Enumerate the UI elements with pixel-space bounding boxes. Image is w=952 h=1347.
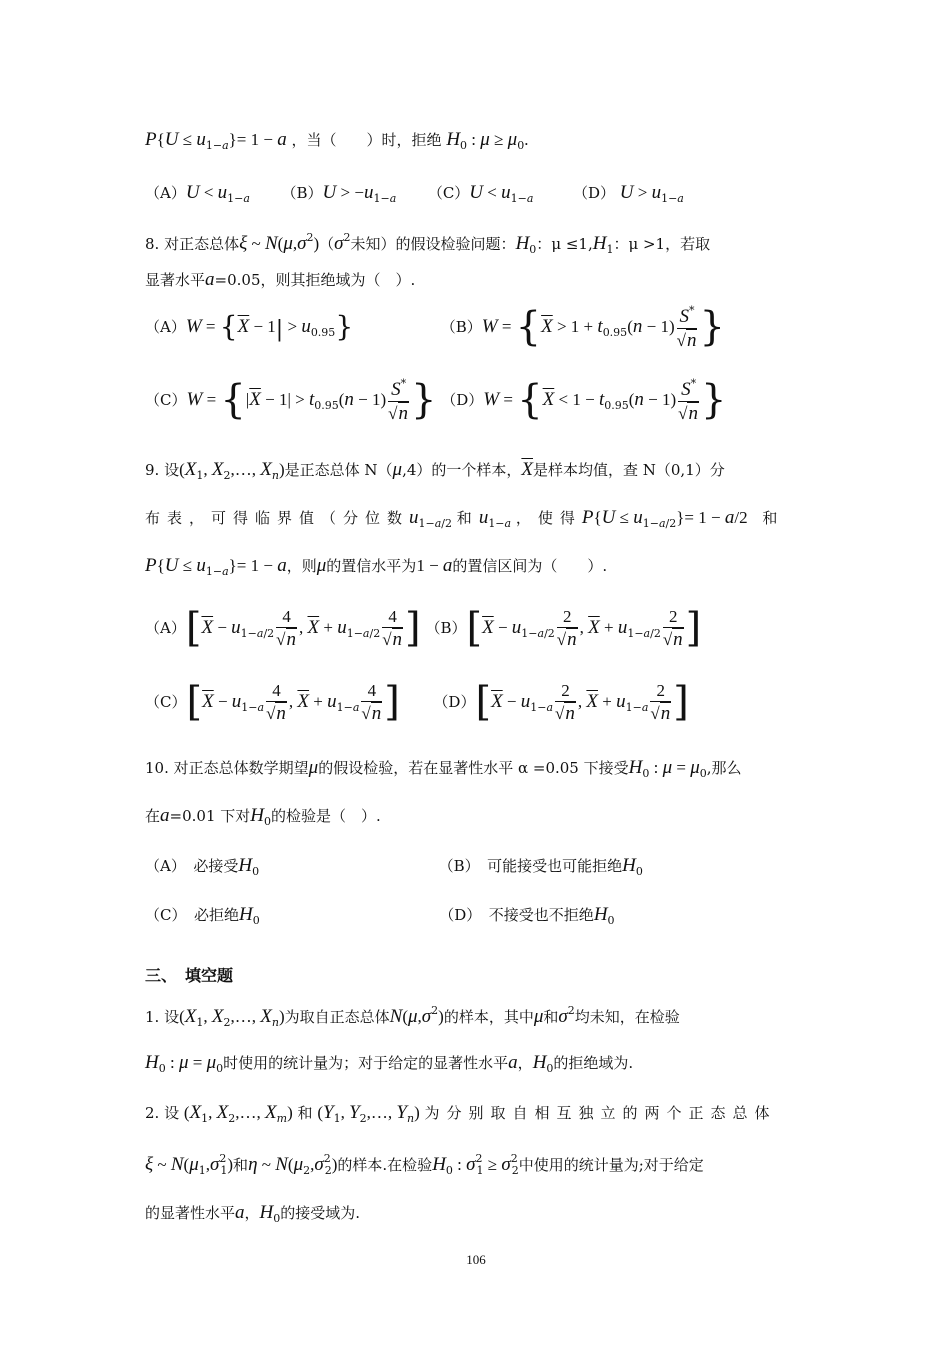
- q10-options-ab: （A） 必接受$H_0$ （B） 可能接受也可能拒绝$H_0$: [145, 855, 643, 878]
- f2-line-3: 的显著性水平a，$H_0$的接受域为.: [145, 1202, 361, 1225]
- f1-line-1: 1. 设($X_1$, $X_2,\dots$, $X_n$)为取自正态总体$N(\mu,\sigma^2)$的样本，其中μ和$\sigma^2$均未知，在检验: [145, 1004, 680, 1029]
- q10-options-cd: （C） 必拒绝$H_0$ （D） 不接受也不拒绝$H_0$: [145, 904, 615, 927]
- q8-options-ab: $(A)W = \{\overline{X} - 1| > u_{0.95}\} (B)W = \{\overline{X} > 1 + t_{0.95}(n - 1)$ $\frac{S^*}{√n}$ }: [145, 303, 725, 351]
- q7-option-c: （C）: [427, 184, 470, 202]
- q10-stem-line-1: 10. 对正态总体数学期望μ的假设检验，若在显著性水平 α =0.05 下接受$H_0$ : $\mu = \mu_0$,那么: [145, 757, 742, 780]
- f2-line-2: ξ ~ $N(\mu_1,\sigma^2_1)$和η ~ $N(\mu_2,\sigma^2_2)$的样本.在检验$H_0$ : $\sigma^2_1 \ge \sigma^2_2$中使用的统计量为;对于给定: [145, 1152, 704, 1177]
- q9-option-d: （D）: [433, 693, 476, 711]
- q9-stem-line-2: 布表，可得临界值（分位数$u_{1-a/2}$ 和$u_{1-a}$ ，使得$P\{U \le u_{1-a/2}\}= 1 - a/2$ 和: [145, 507, 778, 530]
- q10-option-d: （D） 不接受也不拒绝: [439, 906, 594, 924]
- q8-option-d: （D）: [441, 390, 484, 409]
- q9-stem-line-1: 9. 设($X_1$, $X_2,\dots$, $X_n$)是正态总体 N（μ,4）的一个样本，$\overline{X}$是样本均值，查 N（0,1）分: [145, 459, 725, 482]
- q9-option-a: （A）: [145, 619, 186, 637]
- q8-option-a: （A）: [145, 317, 186, 336]
- q8-option-c: （C）: [145, 390, 187, 409]
- q9-option-c: （C）: [145, 693, 187, 711]
- q8-stem-line-2: 显著水平a=0.05，则其拒绝域为（ ）.: [145, 269, 416, 290]
- q7-options: $(A)U < u_{1-a}$ $(B)U > -u_{1-a}$ $(C)U < u_{1-a}$ （D） $U > u_{1-a}$: [145, 182, 684, 205]
- q10-option-a: （A） 必接受: [145, 857, 239, 875]
- q10-option-b: （B） 可能接受也可能拒绝: [438, 857, 623, 875]
- q9-option-b: （B）: [425, 619, 467, 637]
- section-heading: 三、 填空题: [145, 966, 234, 985]
- page-number: 106: [466, 1252, 486, 1267]
- q10-stem-line-2: 在a=0.01 下对$H_0$的检验是（ ）.: [145, 805, 381, 828]
- f1-line-2: $H_0$ : $\mu = \mu_0$时使用的统计量为；对于给定的显著性水平a，$H_0$的拒绝域为.: [145, 1052, 634, 1075]
- q7-condition-line: $P\{U \le u_{1-a}\}= 1 - a$ ，当（ ）时，拒绝 $H_0$ : $\mu \ge \mu_0$.: [145, 129, 529, 152]
- q7-option-d: （D）: [572, 184, 615, 202]
- q7-option-a: （A）: [145, 184, 186, 202]
- q8-option-b: （B）: [440, 317, 482, 336]
- q9-stem-line-3: $P\{U \le u_{1-a}\}= 1 - a$，则μ的置信水平为1 − a的置信区间为（ ）.: [145, 555, 608, 578]
- q9-options-ab: $(A)[\overline{X} - u_{1-a/2}$ $\frac{4}{√n}$ , $\overline{X} + u_{1-a/2}$ $\frac{4}{√n}$ ] $(B)[\overline{X} - u_{1-a/2}$ $\frac{2}{√n}$ , $\overline{X} + u_{1-a/2}$ $\frac{2}{√n}$ ]: [145, 605, 702, 651]
- q10-option-c: （C） 必拒绝: [145, 906, 239, 924]
- f2-line-1: 2. 设 ($X_1$, $X_2,\dots$, $X_m$) 和 ($Y_1$, $Y_2,\dots$, $Y_n$) 为分别取自相互独立的两个正态总体: [145, 1102, 777, 1125]
- q8-options-cd: $(C)W = \{|\overline{X} - 1| > t_{0.95}(n - 1)$ $\frac{S^*}{√n}$ } $(D)W = \{\overline{X} < 1 - t_{0.95}(n - 1)$ $\frac{S^*}{√n}$ }: [145, 376, 727, 424]
- q7-option-b: （B）: [281, 184, 323, 202]
- q9-options-cd: $(C)[\overline{X} - u_{1-a}$ $\frac{4}{√n}$ , $\overline{X} + u_{1-a}$ $\frac{4}{√n}$ ] $(D)[\overline{X} - u_{1-a}$ $\frac{2}{√n}$ , $\overline{X} + u_{1-a}$ $\frac{2}{√n}$ ]: [145, 679, 689, 725]
- q8-stem-line-1: 8. 对正态总体ξ ~ $N(\mu,\sigma^2)(\sigma^2$未知）的假设检验问题：$H_0$：$\mu \le 1,H_1$：μ >1，若取: [145, 231, 711, 256]
